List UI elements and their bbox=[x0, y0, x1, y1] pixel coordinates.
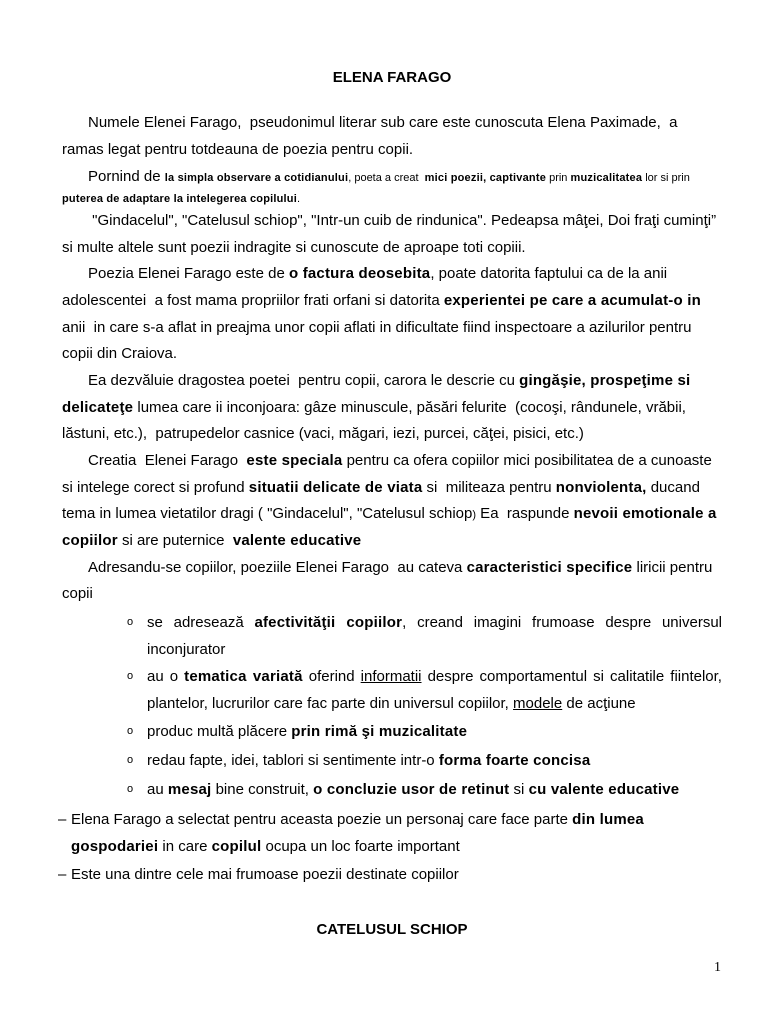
emphasis-text: gospodariei bbox=[71, 838, 159, 856]
emphasis-text: afectivităţii copiilor bbox=[254, 614, 403, 632]
list-item-line bbox=[147, 636, 722, 663]
text-run: , poate datorita faptului ca de la anii bbox=[430, 265, 668, 283]
text-run: lumea care ii inconjoara: gâze minuscule, păsări felurite (cocoşi, rândunele, vrăbii, bbox=[133, 398, 686, 416]
dash-marker: – bbox=[58, 866, 67, 884]
text-run: bine construit, bbox=[211, 781, 314, 799]
emphasis-text: tematica variată bbox=[184, 668, 303, 686]
emphasis-text: gingăşie, prospeţime si bbox=[519, 371, 691, 389]
text-run: Adresandu-se copiilor, poeziile Elenei Farago au cateva bbox=[88, 558, 467, 576]
text-run: anii in care s-a aflat in preajma unor copii aflati in dificultate fiind inspectoare a azilurilor pentru bbox=[62, 318, 692, 336]
paragraph-line bbox=[62, 421, 722, 448]
page-number: 1 bbox=[714, 960, 721, 975]
list-item-line bbox=[147, 663, 722, 690]
paragraph-line bbox=[62, 368, 722, 395]
emphasis-text: puterea de adaptare la intelegerea copilului bbox=[62, 193, 297, 206]
text-run: tema in lumea vietatilor dragi ( "Gindacelul", "Catelusul schiop bbox=[62, 505, 473, 523]
themes-paragraph bbox=[62, 368, 722, 448]
text-run: au o bbox=[147, 668, 185, 686]
emphasis-text: copilul bbox=[211, 838, 262, 856]
list-item-line bbox=[147, 609, 722, 636]
emphasis-text: din lumea bbox=[572, 811, 644, 829]
text-run: redau fapte, idei, tablori si sentimente intr-o bbox=[147, 752, 439, 770]
emphasis-text: delicateţe bbox=[62, 398, 134, 416]
paragraph-line bbox=[62, 395, 722, 422]
paragraph-line bbox=[62, 581, 722, 608]
emphasis-text: o factura deosebita bbox=[288, 265, 431, 283]
paragraph-line bbox=[62, 555, 722, 582]
paragraph-line bbox=[62, 315, 722, 342]
text-run: liricii pentru bbox=[632, 558, 713, 576]
underlined-text: informatii bbox=[360, 668, 422, 686]
text-run: . bbox=[296, 193, 301, 206]
creation-paragraph bbox=[62, 448, 722, 555]
text-run: Ea dezvăluie dragostea poetei pentru copii, carora le descrie cu bbox=[88, 371, 520, 389]
text-run: si militeaza pentru bbox=[422, 478, 556, 496]
bullet-marker: o bbox=[127, 725, 134, 738]
paragraph-line bbox=[62, 475, 722, 502]
text-run: , poeta a creat bbox=[348, 171, 425, 184]
underlined-text: modele bbox=[513, 695, 563, 713]
text-run: Numele Elenei Farago, pseudonimul literar sub care este cunoscuta Elena Paximade, a bbox=[88, 114, 678, 132]
emphasis-text: copiilor bbox=[62, 532, 118, 550]
text-run: copii din Craiova. bbox=[62, 345, 178, 363]
text-run: oferind bbox=[302, 668, 361, 686]
notes-list bbox=[58, 806, 722, 888]
intro-paragraph bbox=[62, 110, 722, 163]
emphasis-text: prin rimă şi muzicalitate bbox=[291, 723, 468, 741]
list-item bbox=[127, 663, 722, 717]
emphasis-text: mici poezii, captivante bbox=[424, 171, 547, 184]
list-item bbox=[127, 718, 722, 745]
text-run: produc multă plăcere bbox=[147, 723, 292, 741]
text-run: lăstuni, etc.), patrupedelor casnice (vaci, măgari, iezi, purcei, căţei, pisici, etc.) bbox=[62, 425, 584, 443]
text-run: si are puternice bbox=[117, 532, 233, 550]
text-run: si multe altele sunt poezii indragite si cunoscute de aproape toti copiii. bbox=[62, 238, 526, 256]
style-paragraph bbox=[62, 261, 722, 368]
text-run: inconjurator bbox=[147, 641, 226, 659]
characteristics-list bbox=[62, 609, 722, 803]
list-item-line bbox=[147, 690, 722, 717]
paragraph-line bbox=[62, 189, 722, 208]
bullet-marker: o bbox=[127, 754, 134, 767]
emphasis-text: caracteristici specifice bbox=[466, 558, 633, 576]
text-run: ) bbox=[472, 509, 477, 522]
paragraph-line bbox=[62, 448, 722, 475]
emphasis-text: muzicalitatea bbox=[570, 171, 643, 184]
text-run: se adresează bbox=[147, 614, 255, 632]
paragraph-line bbox=[62, 341, 722, 368]
text-run: "Gindacelul", "Catelusul schiop", "Intr-un cuib de rindunica". Pedeapsa mâţei, Doi fraţi cuminţi” bbox=[88, 211, 717, 229]
emphasis-text: valente educative bbox=[232, 532, 362, 550]
note-line bbox=[71, 861, 722, 888]
paragraph-line bbox=[62, 528, 722, 555]
emphasis-text: cu valente educative bbox=[528, 781, 680, 799]
text-run: Pornind de bbox=[88, 167, 165, 185]
list-item-line bbox=[147, 747, 722, 774]
dash-marker: – bbox=[58, 811, 67, 829]
paragraph-line bbox=[62, 110, 722, 137]
text-run: de acţiune bbox=[562, 695, 636, 713]
poem-title: CATELUSUL SCHIOP bbox=[316, 921, 468, 939]
note-item bbox=[58, 806, 722, 860]
emphasis-text: este speciala bbox=[246, 452, 343, 470]
list-item bbox=[127, 776, 722, 803]
text-run: copii bbox=[62, 585, 93, 603]
text-run: in care bbox=[158, 838, 212, 856]
bullet-marker: o bbox=[127, 670, 134, 683]
text-run: lor si prin bbox=[642, 171, 690, 184]
bullet-marker: o bbox=[127, 783, 134, 796]
text-run: Poezia Elenei Farago este de bbox=[88, 265, 289, 283]
text-run: Ea raspunde bbox=[476, 505, 574, 523]
poems-paragraph bbox=[62, 208, 722, 261]
paragraph-line bbox=[62, 235, 722, 262]
emphasis-text: nonviolenta, bbox=[555, 478, 647, 496]
paragraph-line bbox=[62, 164, 722, 189]
note-item bbox=[58, 861, 722, 888]
text-run: , creand imagini frumoase despre universul bbox=[402, 614, 722, 632]
paragraph-line bbox=[62, 261, 722, 288]
text-run: prin bbox=[546, 171, 571, 184]
note-line bbox=[71, 833, 722, 860]
emphasis-text: experientei pe care a acumulat-o in bbox=[443, 291, 701, 309]
emphasis-text: o concluzie usor de retinut bbox=[313, 781, 510, 799]
emphasis-text: mesaj bbox=[167, 781, 212, 799]
paragraph-line bbox=[62, 208, 722, 235]
list-item bbox=[127, 609, 722, 663]
text-run: si intelege corect si profund bbox=[62, 478, 249, 496]
text-run: ramas legat pentru totdeauna de poezia pentru copii. bbox=[62, 141, 414, 159]
document-title: ELENA FARAGO bbox=[332, 68, 452, 86]
list-item-line bbox=[147, 718, 722, 745]
emphasis-text: nevoii emotionale a bbox=[573, 505, 717, 523]
paragraph-line bbox=[62, 137, 722, 164]
list-item bbox=[127, 747, 722, 774]
text-run: Elena Farago a selectat pentru aceasta poezie un personaj care face parte bbox=[71, 811, 573, 829]
note-line bbox=[71, 806, 722, 833]
page-content bbox=[58, 65, 722, 944]
text-run: au bbox=[147, 781, 168, 799]
text-run: ocupa un loc foarte important bbox=[261, 838, 460, 856]
text-run: adolescentei a fost mama propriilor frati orfani si datorita bbox=[62, 291, 444, 309]
emphasis-text: forma foarte concisa bbox=[438, 752, 591, 770]
emphasis-text: la simpla observare a cotidianului bbox=[164, 171, 349, 184]
text-run: ducand bbox=[646, 478, 700, 496]
text-run: pentru ca ofera copiilor mici posibilitatea de a cunoaste bbox=[342, 452, 712, 470]
text-run: Este una dintre cele mai frumoase poezii destinate copiilor bbox=[71, 866, 459, 884]
text-run: plantelor, lucrurilor care fac parte din universul copiilor, bbox=[147, 695, 514, 713]
text-run: despre comportamentul si calitatile fiintelor, bbox=[421, 668, 722, 686]
characteristics-paragraph bbox=[62, 555, 722, 608]
text-run: Creatia Elenei Farago bbox=[88, 452, 247, 470]
list-item-line bbox=[147, 776, 722, 803]
paragraph-line bbox=[62, 501, 722, 528]
text-run: si bbox=[509, 781, 529, 799]
bullet-marker: o bbox=[127, 616, 134, 629]
emphasis-text: situatii delicate de viata bbox=[248, 478, 423, 496]
origin-paragraph bbox=[62, 164, 722, 208]
paragraph-line bbox=[62, 288, 722, 315]
